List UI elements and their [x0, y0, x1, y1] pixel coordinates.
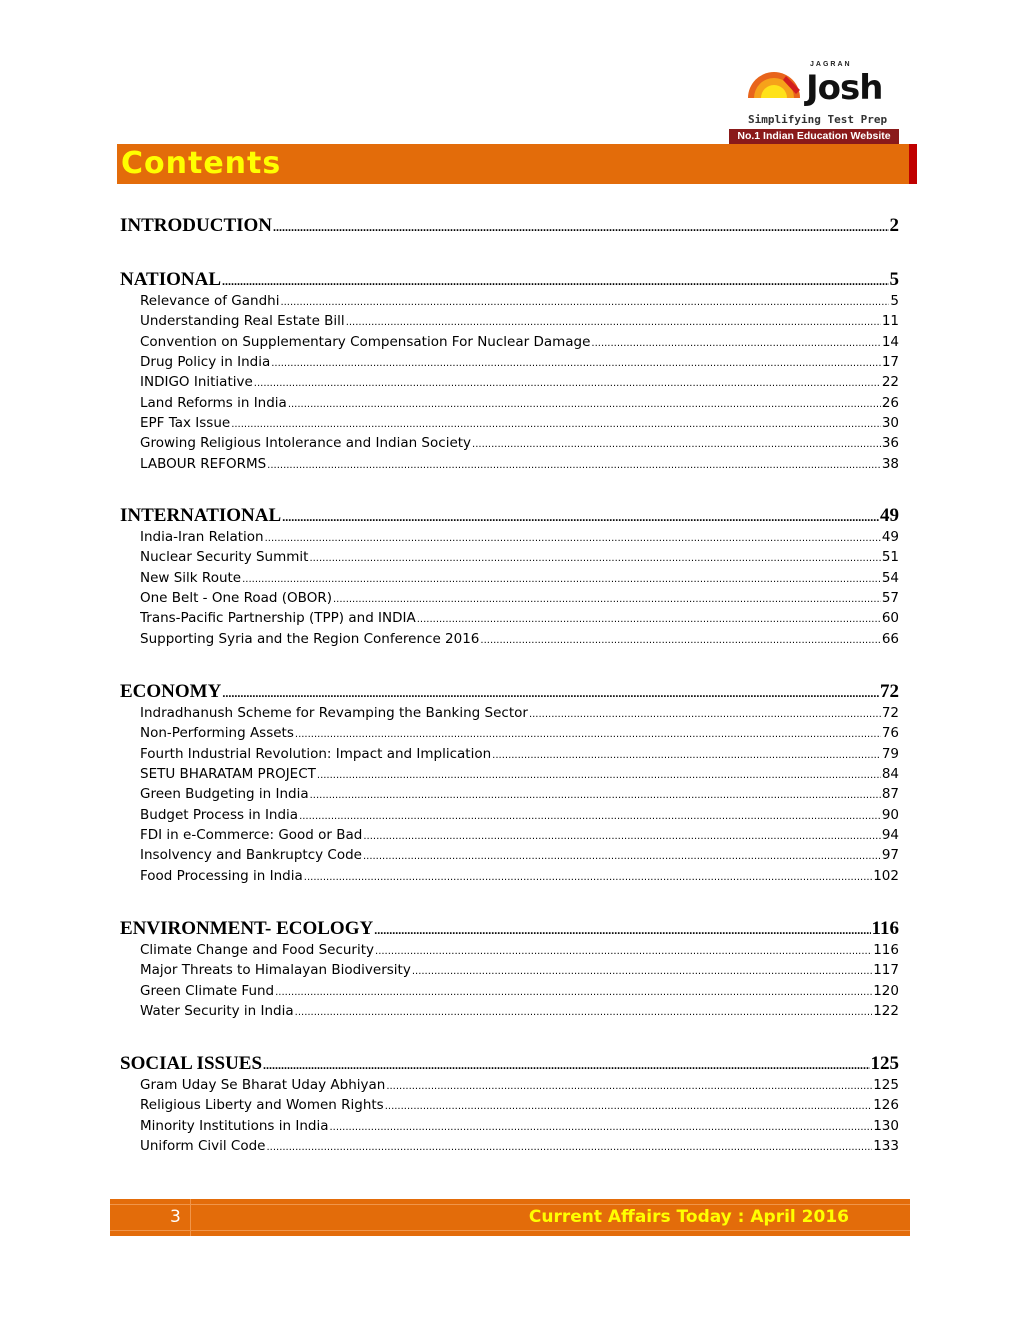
toc-label: Insolvency and Bankruptcy Code [140, 847, 362, 863]
jagran-josh-logo [728, 58, 900, 146]
toc-page-number: 126 [873, 1097, 899, 1113]
toc-entry[interactable] [140, 807, 899, 824]
toc-entry[interactable] [140, 868, 899, 885]
toc-page-number: 125 [873, 1077, 899, 1093]
dot-leader [295, 1003, 873, 1020]
toc-label: Non-Performing Assets [140, 725, 294, 741]
toc-page-number: 72 [881, 705, 899, 721]
toc-page-number: 54 [881, 570, 899, 586]
logo-josh: Josh [806, 68, 883, 108]
dot-leader [492, 746, 881, 763]
sun-logo-icon [746, 70, 802, 100]
toc-entry[interactable] [140, 435, 899, 452]
logo-jagran: JAGRAN [810, 61, 852, 68]
toc-label: ENVIRONMENT- ECOLOGY [120, 918, 374, 939]
toc-entry[interactable] [140, 456, 899, 473]
toc-label: Gram Uday Se Bharat Uday Abhiyan [140, 1077, 386, 1093]
toc-label: Green Budgeting in India [140, 786, 309, 802]
dot-leader [271, 354, 881, 371]
toc-page-number: 26 [881, 395, 899, 411]
dot-leader [304, 868, 872, 885]
toc-entry[interactable] [140, 354, 899, 371]
dot-leader [375, 942, 872, 959]
toc-page-number: 49 [880, 505, 899, 526]
dot-leader [254, 374, 881, 391]
toc-label: Green Climate Fund [140, 983, 275, 999]
toc-entry[interactable] [140, 786, 899, 803]
toc-label: Religious Liberty and Women Rights [140, 1097, 384, 1113]
toc-label: Major Threats to Himalayan Biodiversity [140, 962, 411, 978]
toc-entry[interactable] [140, 827, 899, 844]
dot-leader [282, 505, 879, 527]
toc-label: Budget Process in India [140, 807, 299, 823]
toc-page-number: 87 [881, 786, 899, 802]
dot-leader [329, 1118, 872, 1135]
toc-page-number: 125 [870, 1053, 899, 1074]
toc-entry[interactable] [140, 395, 899, 412]
toc-section-heading[interactable] [120, 918, 899, 940]
page-footer [110, 1199, 910, 1236]
dot-leader [267, 456, 881, 473]
dot-leader [529, 705, 881, 722]
dot-leader [333, 590, 881, 607]
dot-leader [310, 786, 881, 803]
dot-leader [363, 827, 880, 844]
dot-leader [386, 1077, 872, 1094]
toc-label: NATIONAL [120, 269, 221, 290]
toc-page-number: 122 [873, 1003, 899, 1019]
logo-tagline: Simplifying Test Prep [748, 113, 888, 126]
toc-label: ECONOMY [120, 681, 222, 702]
toc-label: New Silk Route [140, 570, 242, 586]
dot-leader [363, 847, 881, 864]
dot-leader [280, 293, 889, 310]
toc-label: INDIGO Initiative [140, 374, 253, 390]
toc-entry[interactable] [140, 847, 899, 864]
toc-page-number: 2 [889, 215, 899, 236]
dot-leader [385, 1097, 873, 1114]
toc-page-number: 116 [871, 918, 899, 939]
toc-label: EPF Tax Issue [140, 415, 231, 431]
page-number: 3 [170, 1207, 181, 1227]
dot-leader [295, 725, 881, 742]
toc-page-number: 49 [881, 529, 899, 545]
toc-entry[interactable] [140, 570, 899, 587]
toc-page-number: 5 [890, 293, 899, 309]
toc-entry[interactable] [140, 1003, 899, 1020]
dot-leader [480, 631, 880, 648]
dot-leader [242, 570, 881, 587]
toc-page-number: 120 [873, 983, 899, 999]
toc-entry[interactable] [140, 313, 899, 330]
dot-leader [412, 962, 872, 979]
dot-leader [275, 983, 872, 1000]
toc-entry[interactable] [140, 610, 899, 627]
toc-page-number: 17 [881, 354, 899, 370]
toc-entry[interactable] [140, 529, 899, 546]
dot-leader [273, 215, 888, 237]
toc-entry[interactable] [140, 1118, 899, 1135]
toc-entry[interactable] [140, 942, 899, 959]
toc-label: Land Reforms in India [140, 395, 287, 411]
toc-label: Drug Policy in India [140, 354, 271, 370]
toc-page-number: 30 [881, 415, 899, 431]
toc-page-number: 130 [873, 1118, 899, 1134]
toc-label: INTERNATIONAL [120, 505, 282, 526]
toc-label: Nuclear Security Summit [140, 549, 309, 565]
toc-entry[interactable] [140, 983, 899, 1000]
toc-page-number: 51 [881, 549, 899, 565]
toc-label: Relevance of Gandhi [140, 293, 280, 309]
toc-label: India-Iran Relation [140, 529, 264, 545]
logo-badge: No.1 Indian Education Website [729, 129, 899, 144]
dot-leader [266, 1138, 872, 1155]
toc-entry[interactable] [140, 415, 899, 432]
toc-label: Climate Change and Food Security [140, 942, 375, 958]
dot-leader [299, 807, 881, 824]
toc-entry[interactable] [140, 549, 899, 566]
dot-leader [417, 610, 881, 627]
toc-label: Convention on Supplementary Compensation For Nuclear Damage [140, 334, 591, 350]
dot-leader [231, 415, 881, 432]
toc-section-heading[interactable] [120, 505, 899, 527]
toc-label: Growing Religious Intolerance and Indian Society [140, 435, 472, 451]
toc-label: Trans-Pacific Partnership (TPP) and INDIA [140, 610, 416, 626]
toc-entry[interactable] [140, 1077, 899, 1094]
toc-entry[interactable] [140, 590, 899, 607]
toc-section-heading[interactable] [120, 681, 899, 703]
toc-label: One Belt - One Road (OBOR) [140, 590, 332, 606]
toc-label: FDI in e-Commerce: Good or Bad [140, 827, 363, 843]
dot-leader [317, 766, 881, 783]
dot-leader [374, 918, 870, 940]
toc-page-number: 5 [889, 269, 899, 290]
toc-label: SETU BHARATAM PROJECT [140, 766, 316, 782]
toc-label: Fourth Industrial Revolution: Impact and Implication [140, 746, 492, 762]
toc-entry[interactable] [140, 962, 899, 979]
toc-page-number: 66 [881, 631, 899, 647]
toc-section-heading[interactable] [120, 215, 899, 237]
toc-page-number: 102 [873, 868, 899, 884]
toc-entry[interactable] [140, 746, 899, 763]
dot-leader [346, 313, 881, 330]
toc-page-number: 84 [881, 766, 899, 782]
toc-page-number: 22 [881, 374, 899, 390]
toc-label: Understanding Real Estate Bill [140, 313, 345, 329]
toc-page-number: 94 [881, 827, 899, 843]
toc-label: SOCIAL ISSUES [120, 1053, 263, 1074]
toc-page-number: 38 [881, 456, 899, 472]
toc-entry[interactable] [140, 705, 899, 722]
dot-leader [309, 549, 880, 566]
dot-leader [222, 269, 889, 291]
toc-page-number: 117 [873, 962, 899, 978]
toc-section-heading[interactable] [120, 1053, 899, 1075]
banner-accent [909, 144, 917, 184]
toc-page-number: 36 [881, 435, 899, 451]
toc-entry[interactable] [140, 766, 899, 783]
toc-entry[interactable] [140, 334, 899, 351]
dot-leader [591, 334, 880, 351]
toc-entry[interactable] [140, 374, 899, 391]
page-title: Contents [121, 146, 282, 181]
dot-leader [263, 1053, 869, 1075]
dot-leader [472, 435, 881, 452]
toc-page-number: 116 [873, 942, 899, 958]
toc-label: Indradhanush Scheme for Revamping the Banking Sector [140, 705, 528, 721]
toc-entry[interactable] [140, 1138, 899, 1155]
dot-leader [288, 395, 881, 412]
toc-page-number: 97 [881, 847, 899, 863]
toc-label: Food Processing in India [140, 868, 303, 884]
toc-label: Supporting Syria and the Region Conference 2016 [140, 631, 480, 647]
toc-entry[interactable] [140, 631, 899, 648]
dot-leader [265, 529, 881, 546]
toc-page-number: 11 [881, 313, 899, 329]
toc-label: Minority Institutions in India [140, 1118, 329, 1134]
dot-leader [222, 681, 879, 703]
toc-page-number: 79 [881, 746, 899, 762]
toc-page-number: 76 [881, 725, 899, 741]
toc-page-number: 60 [881, 610, 899, 626]
toc-label: Water Security in India [140, 1003, 294, 1019]
toc-entry[interactable] [140, 293, 899, 310]
toc-label: INTRODUCTION [120, 215, 273, 236]
toc-page-number: 57 [881, 590, 899, 606]
toc-entry[interactable] [140, 725, 899, 742]
toc-page-number: 133 [873, 1138, 899, 1154]
toc-page-number: 14 [881, 334, 899, 350]
toc-page-number: 72 [880, 681, 899, 702]
toc-label: LABOUR REFORMS [140, 456, 267, 472]
footer-title: Current Affairs Today : April 2016 [528, 1207, 849, 1227]
toc-page-number: 90 [881, 807, 899, 823]
toc-entry[interactable] [140, 1097, 899, 1114]
toc-label: Uniform Civil Code [140, 1138, 266, 1154]
toc-section-heading[interactable] [120, 269, 899, 291]
